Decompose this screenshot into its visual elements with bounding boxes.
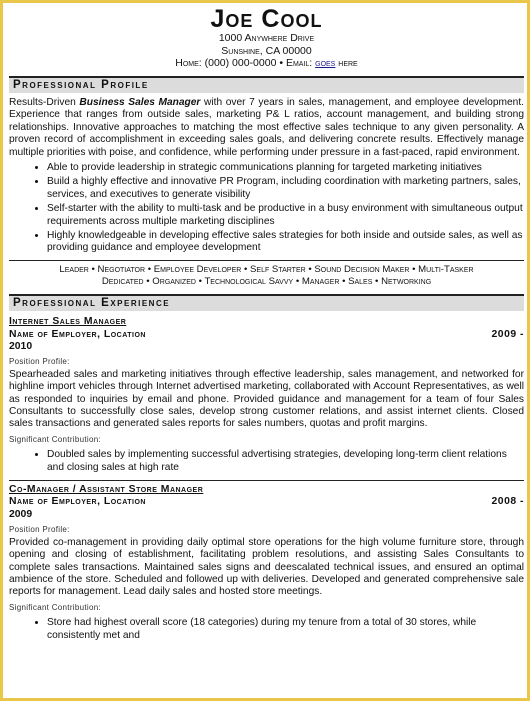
contribution-bullet: • Store had highest overall score (18 categories) during my tenure from a total of 30 stores, while consistently met and bbox=[47, 617, 524, 642]
job-title: Internet Sales Manager bbox=[9, 316, 127, 328]
job-title: Co-Manager / Assistant Store Manager bbox=[9, 484, 204, 496]
job-dates-start: 2009 - bbox=[491, 328, 524, 340]
contribution-label: Significant Contribution: bbox=[9, 434, 101, 444]
summary-rest: with over 7 years in sales, management, and employee development. Experience that ranges from outside sales, marketing P& L ratios, account management, and building strong relationships. Innovative approaches to matching the most effective sales technique to any given personality. A proven record of accomplishment in exceeding sales goals, and delivering concrete results. Effectively manage multiple priorities with poise, and confidence, while performing under pressure in a fast-paced, rapid environment. bbox=[9, 96, 524, 158]
address-line-1: 1000 Anywhere Drive bbox=[218, 32, 315, 44]
employer: Name of Employer, Location bbox=[9, 328, 146, 340]
job-dates-end: 2009 bbox=[9, 508, 33, 520]
skills-strip bbox=[9, 260, 524, 288]
profile-heading: Professional Profile bbox=[13, 78, 149, 91]
job-entry bbox=[9, 316, 524, 474]
position-profile-label: Position Profile: bbox=[9, 525, 70, 535]
experience-section-header bbox=[9, 294, 524, 311]
skills-line-1: Leader • Negotiator • Employee Developer • Self Starter • Sound Decision Maker • Multi-Tasker bbox=[59, 263, 474, 275]
profile-bullet: • Build a highly effective and innovative PR Program, including coordination with marketing partners, sales, services, and executives to generate visibility bbox=[47, 176, 524, 201]
position-profile-text: Provided co-management in providing daily optimal store operations for the high volume furniture store, through opening and closing of establishment, facilitating problem resolutions, and assisting Sales Consultants to complete sales transactions. Maintained sales signs and deescalated technical issues, and ensured an optimal ambience of the store. Scheduled and followed up with deliveries. Developed and generated comprehensive sale reports for management. Lead daily sales and hosted store meetings. bbox=[9, 536, 524, 598]
employer-row bbox=[9, 329, 524, 341]
contribution-bullets bbox=[9, 617, 524, 642]
profile-section-header bbox=[9, 76, 524, 93]
job-dates-end: 2010 bbox=[9, 341, 33, 352]
email-tail: here bbox=[338, 57, 358, 69]
position-profile-label: Position Profile: bbox=[9, 357, 70, 367]
address-line-2: Sunshine, CA 00000 bbox=[221, 44, 312, 57]
summary-emphasis: Business Sales Manager bbox=[79, 96, 201, 108]
skills-line-2: Dedicated • Organized • Technological Savvy • Manager • Sales • Networking bbox=[101, 275, 432, 287]
job-entry bbox=[9, 484, 524, 642]
employer: Name of Employer, Location bbox=[9, 496, 146, 508]
contribution-bullets bbox=[9, 449, 524, 474]
profile-bullets bbox=[9, 162, 524, 255]
contact-line bbox=[9, 57, 524, 70]
profile-bullet: • Able to provide leadership in strategic communications planning for targeted marketing initiatives bbox=[47, 162, 524, 174]
resume bbox=[9, 6, 524, 644]
email-link[interactable]: goes bbox=[315, 57, 336, 69]
contribution-bullet: • Doubled sales by implementing successful advertising strategies, developing long-term client relations and closing sales at high rate bbox=[47, 449, 524, 474]
contribution-label: Significant Contribution: bbox=[9, 602, 101, 612]
profile-bullet: • Self-starter with the ability to multi-task and be productive in a busy environment with simultaneous output requirements across multiple marketing disciplines bbox=[47, 203, 524, 228]
experience-heading: Professional Experience bbox=[13, 296, 171, 309]
profile-bullet: • Highly knowledgeable in developing effective sales strategies for both inside and outside sales, as well as providing guidance and employee development bbox=[47, 230, 524, 255]
contact-separator: • bbox=[279, 57, 286, 69]
position-profile-text: Spearheaded sales and marketing initiatives through effective leadership, sales management, and networked for highline import vehicles through Internet advertised marketing, collaborated with Account Representatives, as well as responded to inquiries by email and phone. Provided guidance and management for a team of four Sales Consultants to successfully close sales, develop strong customer relations, and assist internet clients. Closed sales transactions and generated sales reports for sales numbers, quotas and profit margins. bbox=[9, 368, 524, 430]
profile-summary bbox=[9, 97, 524, 159]
summary-prefix: Results-Driven bbox=[9, 96, 80, 108]
job-divider bbox=[9, 480, 524, 481]
home-phone: Home: (000) 000-0000 bbox=[175, 57, 277, 69]
candidate-name: Joe Cool bbox=[210, 5, 323, 33]
employer-row bbox=[9, 496, 524, 508]
email-label: Email: bbox=[285, 57, 313, 69]
job-dates-start: 2008 - bbox=[491, 496, 524, 508]
